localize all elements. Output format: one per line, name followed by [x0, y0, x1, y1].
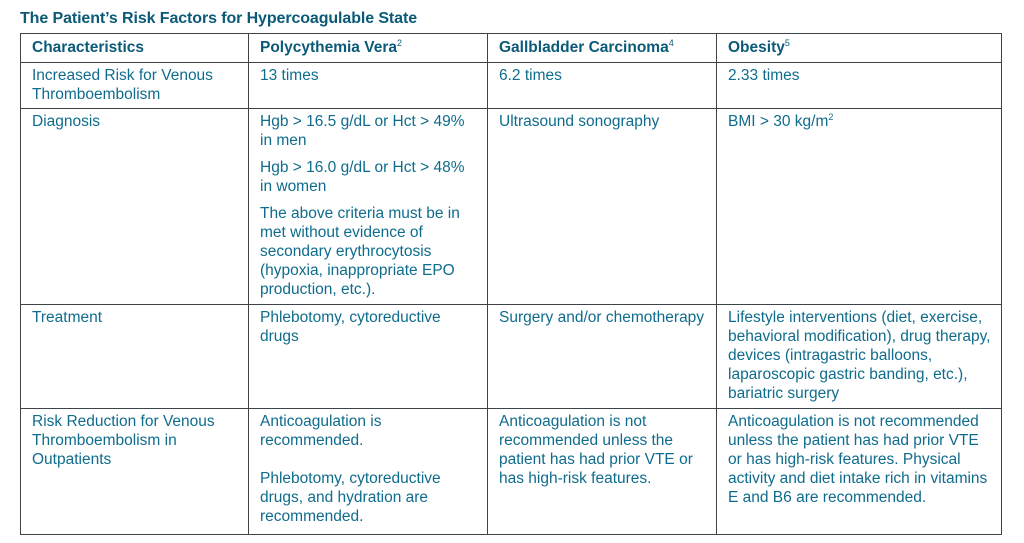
table-row	[21, 109, 1002, 305]
table-cell: 6.2 times	[488, 63, 717, 109]
table-cell: Lifestyle interventions (diet, exercise, behavioral modification), drug therapy, devices (intragastric balloons, laparoscopic gastric banding, etc.), bariatric surgery	[717, 305, 1002, 409]
header-label: Gallbladder Carcinoma	[499, 39, 669, 56]
table-cell	[717, 109, 1002, 305]
reference-marker: 2	[397, 38, 403, 48]
cell-paragraph: Hgb > 16.5 g/dL or Hct > 49% in men	[260, 113, 465, 149]
table-cell: Anticoagulation is not recommended unless the patient has had prior VTE or has high-risk features. Physical activity and diet intake rich in vitamins E and B6 are recommended.	[717, 409, 1002, 535]
row-label: Treatment	[21, 305, 249, 409]
reference-marker: 4	[668, 38, 674, 48]
table-cell: 2.33 times	[717, 63, 1002, 109]
table-cell	[249, 409, 488, 535]
header-characteristics: Characteristics	[21, 34, 249, 63]
header-row	[21, 34, 1002, 63]
header-gallbladder-carcinoma	[488, 34, 717, 63]
risk-factors-table	[20, 33, 1002, 535]
header-label: Obesity	[728, 39, 785, 56]
header-polycythemia-vera	[249, 34, 488, 63]
reference-marker: 5	[784, 38, 790, 48]
row-label: Diagnosis	[21, 109, 249, 305]
header-label: Polycythemia Vera	[260, 39, 397, 56]
table-cell: Ultrasound sonography	[488, 109, 717, 305]
table-cell	[249, 109, 488, 305]
table-cell: Phlebotomy, cytoreductive drugs	[249, 305, 488, 409]
cell-paragraph: The above criteria must be in met without evidence of secondary erythrocytosis (hypoxia, inappropriate EPO production, etc.).	[260, 205, 460, 298]
table-row	[21, 305, 1002, 409]
cell-paragraph: Anticoagulation is recommended.	[260, 413, 382, 449]
table-cell: 13 times	[249, 63, 488, 109]
table-cell: Anticoagulation is not recommended unless the patient has had prior VTE or has high-risk features.	[488, 409, 717, 535]
superscript: 2	[828, 112, 834, 122]
row-label: Risk Reduction for Venous Thromboembolism in Outpatients	[21, 409, 249, 535]
header-obesity	[717, 34, 1002, 63]
table-row	[21, 63, 1002, 109]
table-row	[21, 409, 1002, 535]
cell-paragraph: Phlebotomy, cytoreductive drugs, and hydration are recommended.	[260, 470, 441, 525]
table-title: The Patient’s Risk Factors for Hypercoagulable State	[20, 10, 417, 27]
cell-paragraph: Hgb > 16.0 g/dL or Hct > 48% in women	[260, 159, 465, 195]
cell-text: BMI > 30 kg/m	[728, 113, 829, 130]
row-label: Increased Risk for Venous Thromboembolism	[21, 63, 249, 109]
table-cell: Surgery and/or chemotherapy	[488, 305, 717, 409]
